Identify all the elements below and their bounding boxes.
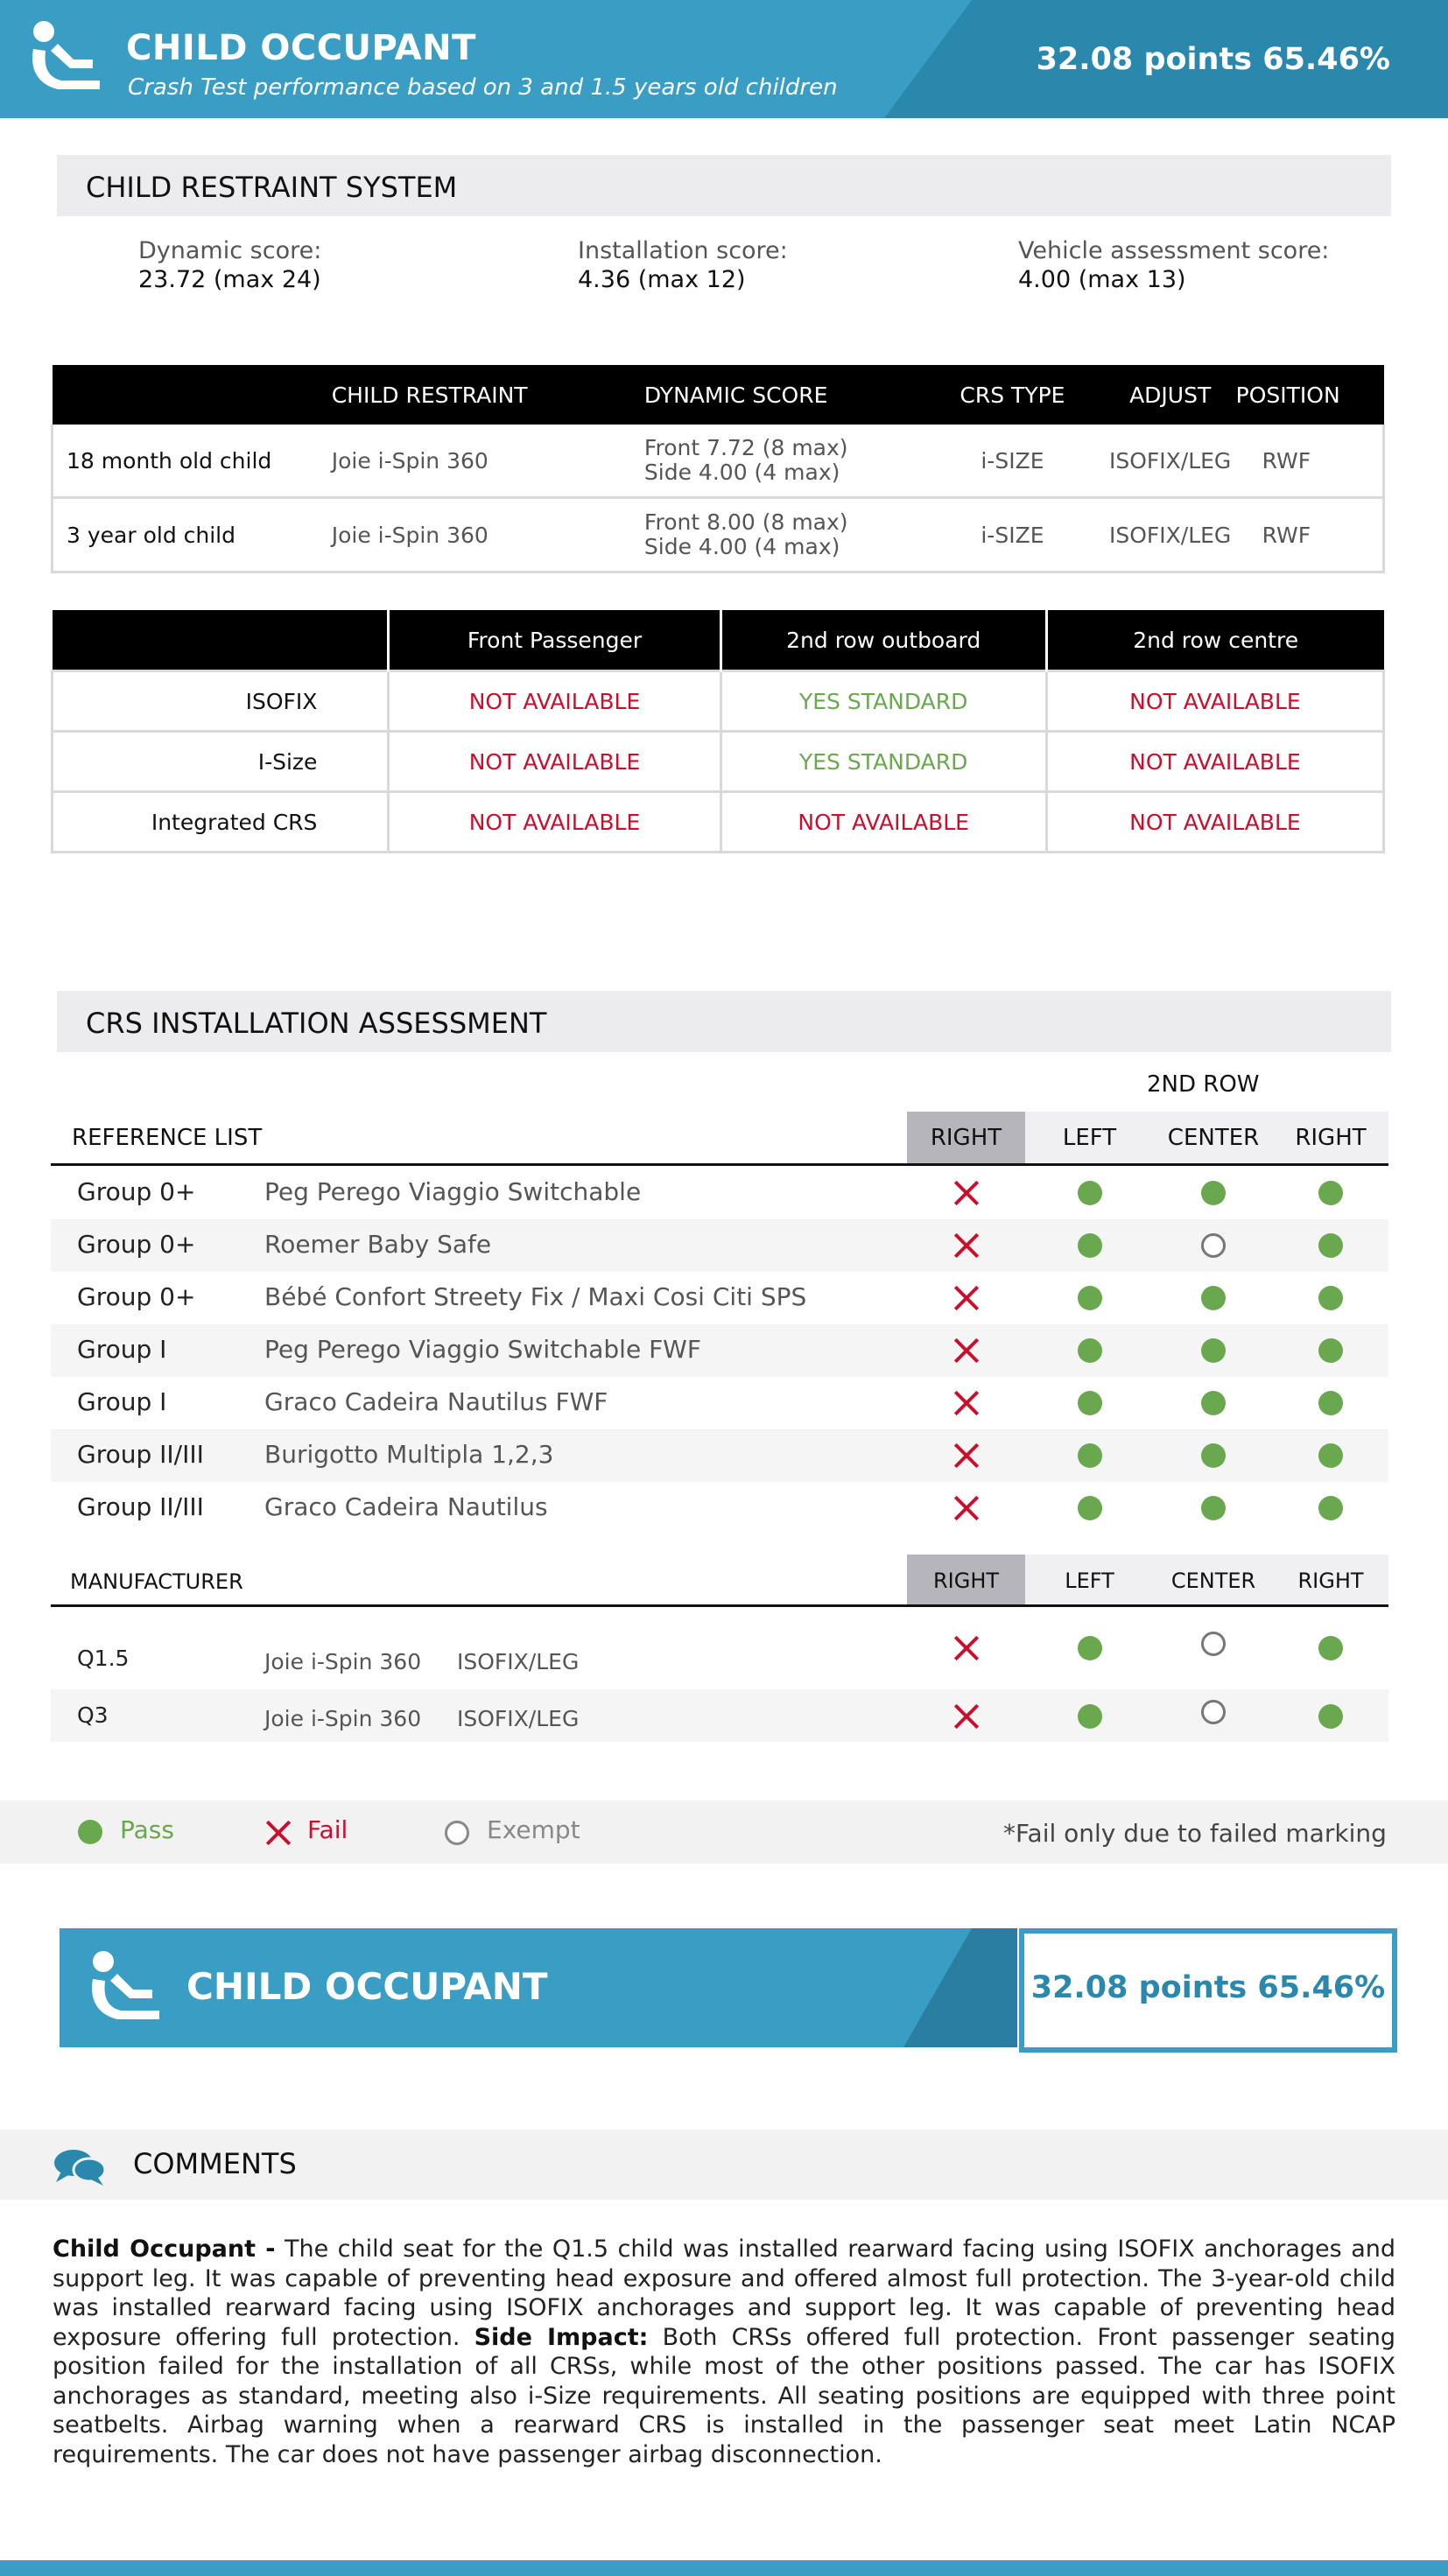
pass-icon [1201,1496,1226,1520]
row-label: ISOFIX [53,671,389,732]
pass-icon [1201,1338,1226,1363]
score-side: Side 4.00 (4 max) [643,460,840,485]
pass-icon [1078,1233,1102,1258]
col-header-child-restraint: CHILD RESTRAINT [332,365,644,425]
dynamic-score-value: 23.72 (max 24) [138,266,321,293]
pass-icon [1318,1233,1343,1258]
installation-score-value: 4.36 (max 12) [578,266,746,293]
score-side: Side 4.00 (4 max) [643,534,840,559]
row-crs-type: i-SIZE [920,425,1104,498]
row-group: Group I [77,1387,167,1416]
pass-icon [1078,1286,1102,1310]
table-row [53,498,1384,572]
summary-score: 32.08 points 65.46% [1030,1970,1386,2005]
installation-score-label: Installation score: [578,237,788,264]
summary-banner [60,1928,1017,2047]
pass-icon [1078,1704,1102,1729]
header-subtitle: Crash Test performance based on 3 and 1.5 years old children [128,74,838,101]
summary-score-box [1019,1928,1397,2053]
row-seat: Joie i-Spin 360 [264,1649,422,1674]
restraint-table [51,365,1385,573]
row-seat: Burigotto Multipla 1,2,3 [264,1440,554,1469]
fail-icon [953,1703,980,1730]
pass-icon [1318,1286,1343,1310]
fail-icon [953,1337,980,1364]
exempt-icon [1201,1700,1226,1724]
pass-icon [1078,1636,1102,1660]
row-stripe [51,1324,1388,1377]
pass-icon [1318,1338,1343,1363]
header-title: CHILD OCCUPANT [126,28,476,68]
footer-bar [0,2560,1448,2576]
legend-pass: Pass [120,1815,174,1844]
pass-icon [1318,1443,1343,1468]
status-cell: NOT AVAILABLE [389,671,720,732]
divider [51,1604,1388,1607]
pass-icon [1078,1443,1102,1468]
comments-title: COMMENTS [133,2147,297,2180]
fail-icon [953,1180,980,1206]
dynamic-score-label: Dynamic score: [138,237,322,264]
comments-icon [53,2147,107,2187]
status-cell: YES STANDARD [720,732,1046,792]
availability-table-header [53,610,1384,671]
row-seat: Peg Perego Viaggio Switchable [264,1177,642,1206]
col-header-left: LEFT [1062,1125,1117,1151]
row-seat: Graco Cadeira Nautilus [264,1492,548,1521]
comment-side-label: Side Impact: [474,2323,649,2351]
col-header-dynamic-score: DYNAMIC SCORE [644,365,920,425]
col-header-right-front: RIGHT [932,1569,1000,1593]
fail-icon [953,1232,980,1259]
row-seat: Roemer Baby Safe [264,1230,492,1259]
row-restraint: Joie i-Spin 360 [332,498,644,572]
pass-icon [1201,1443,1226,1468]
vehicle-assessment-score [1018,236,1329,294]
pass-icon [1201,1181,1226,1205]
divider [51,1163,1388,1166]
row-seat: Joie i-Spin 360 [264,1706,422,1731]
row-group: Group II/III [77,1440,204,1469]
row-stripe [51,1689,1388,1742]
installation-score [578,236,788,294]
pass-icon [1078,1181,1102,1205]
pass-icon [1078,1496,1102,1520]
fail-icon [953,1285,980,1311]
row-group: Group 0+ [77,1230,196,1259]
pass-icon [1318,1181,1343,1205]
pass-icon [1078,1391,1102,1415]
fail-icon [953,1635,980,1661]
row-group: Q3 [77,1702,109,1728]
row-position: RWF [1236,498,1384,572]
row-dynamic-score [644,498,920,572]
reference-list-label: REFERENCE LIST [72,1125,263,1151]
col-header-position: POSITION [1236,365,1384,425]
table-row [53,671,1384,732]
status-cell: NOT AVAILABLE [720,792,1046,853]
installation-section-label: CRS INSTALLATION ASSESSMENT [86,1007,547,1040]
pass-icon [1318,1496,1343,1520]
row-seat: Peg Perego Viaggio Switchable FWF [264,1335,701,1364]
summary-title: CHILD OCCUPANT [186,1965,548,2008]
exempt-icon [1201,1632,1226,1656]
pass-icon [1201,1391,1226,1415]
comments-header [0,2130,1448,2200]
row-seat: Graco Cadeira Nautilus FWF [264,1387,608,1416]
legend-note: *Fail only due to failed marking [1003,1819,1387,1848]
row-group: Group I [77,1335,167,1364]
col-header-right-front: RIGHT [930,1125,1002,1151]
row-stripe [51,1219,1388,1272]
row-stripe [51,1429,1388,1482]
col-header-right-rear: RIGHT [1297,1569,1364,1593]
fail-icon [953,1442,980,1469]
pass-icon [1078,1338,1102,1363]
availability-table [51,610,1385,853]
row-group: Group 0+ [77,1282,196,1311]
col-header-left: LEFT [1065,1569,1114,1593]
child-seat-icon [84,1946,168,2030]
row-group: Group 0+ [77,1177,196,1206]
restraint-table-header [53,365,1384,425]
row-adjust: ISOFIX/LEG [1105,498,1236,572]
row-seat: Bébé Confort Streety Fix / Maxi Cosi Citi SPS [264,1282,807,1311]
crs-section-title [57,155,1391,216]
comment-lead: Child Occupant - [53,2236,276,2263]
exempt-icon [1201,1233,1226,1258]
fail-icon [953,1390,980,1416]
child-seat-icon [25,16,109,100]
table-row [53,732,1384,792]
col-header-blank [53,610,389,671]
comment-part2: Both CRSs offered full protection. Front passenger seating position failed for the installation of all CRSs, while most of the other positions passed. The car has ISOFIX anchorages as standard, meeting also i-Size requirements. All seating positions are equipped with three point seatbelts. Airbag warning when a rearward CRS is installed in the passenger seat meet Latin NCAP requirements. The car does not have passenger airbag disconnection. [53,2323,1395,2468]
row-crs-type: i-SIZE [920,498,1104,572]
dynamic-score [138,236,321,294]
table-row [53,425,1384,498]
second-row-label: 2ND ROW [1147,1071,1260,1098]
row-dynamic-score [644,425,920,498]
row-adjust: ISOFIX/LEG [1105,425,1236,498]
pass-icon [1318,1636,1343,1660]
col-header-right-rear: RIGHT [1295,1125,1367,1151]
status-cell: NOT AVAILABLE [389,792,720,853]
header-score: 32.08 points 65.46% [1036,42,1390,77]
fail-icon [265,1820,292,1846]
legend-exempt: Exempt [487,1815,580,1844]
status-cell: NOT AVAILABLE [1046,671,1383,732]
status-cell: NOT AVAILABLE [1046,732,1383,792]
pass-icon [1318,1704,1343,1729]
vehicle-score-value: 4.00 (max 13) [1018,266,1186,293]
row-child: 18 month old child [53,425,332,498]
exempt-icon [445,1821,469,1845]
row-restraint: Joie i-Spin 360 [332,425,644,498]
header-banner [0,0,1448,118]
col-header-center: CENTER [1167,1125,1260,1151]
pass-icon [78,1820,102,1844]
legend [0,1800,1448,1864]
status-cell: NOT AVAILABLE [1046,792,1383,853]
installation-section-title [57,991,1391,1052]
col-header-2nd-row-outboard: 2nd row outboard [720,610,1046,671]
row-child: 3 year old child [53,498,332,572]
row-label: Integrated CRS [53,792,389,853]
pass-icon [1201,1286,1226,1310]
row-fixing: ISOFIX/LEG [457,1649,580,1674]
score-front: Front 7.72 (8 max) [643,435,848,460]
col-header-front-passenger: Front Passenger [389,610,720,671]
legend-fail: Fail [307,1815,348,1844]
col-header-blank [53,365,332,425]
status-cell: NOT AVAILABLE [389,732,720,792]
status-cell: YES STANDARD [720,671,1046,732]
row-fixing: ISOFIX/LEG [457,1706,580,1731]
row-position: RWF [1236,425,1384,498]
row-group: Q1.5 [77,1646,130,1671]
pass-icon [1318,1391,1343,1415]
crs-section-label: CHILD RESTRAINT SYSTEM [86,171,458,204]
col-header-center: CENTER [1170,1569,1256,1593]
row-group: Group II/III [77,1492,204,1521]
comments-text [53,2235,1395,2469]
col-header-crs-type: CRS TYPE [920,365,1104,425]
banner-shade [903,1928,1017,2047]
table-row [53,792,1384,853]
fail-icon [953,1495,980,1521]
comment-part1: The child seat for the Q1.5 child was installed rearward facing using ISOFIX anchorages and support leg. It was capable of preventing head exposure and offered almost full protection. The 3-year-old child was installed rearward facing using ISOFIX anchorages and support leg. It was capable of preventing head exposure offering full protection. [53,2236,1395,2351]
col-header-2nd-row-centre: 2nd row centre [1046,610,1383,671]
manufacturer-label: MANUFACTURER [70,1569,243,1594]
vehicle-score-label: Vehicle assessment score: [1018,237,1330,264]
score-front: Front 8.00 (8 max) [643,509,848,535]
row-label: I-Size [53,732,389,792]
col-header-adjust: ADJUST [1105,365,1236,425]
